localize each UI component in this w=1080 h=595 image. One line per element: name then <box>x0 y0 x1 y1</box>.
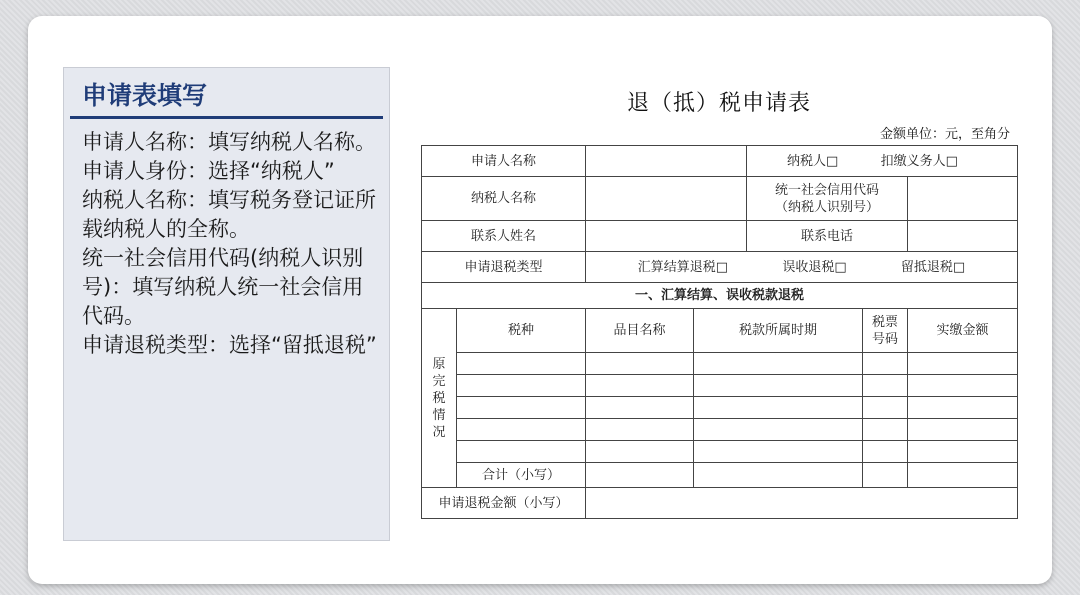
title-underline <box>70 116 383 119</box>
contact-name-field[interactable] <box>586 221 747 252</box>
instruction-text <box>82 128 382 360</box>
table-cell[interactable] <box>457 375 586 397</box>
table-cell[interactable] <box>586 375 694 397</box>
applicant-identity-options <box>747 146 1018 177</box>
amount-unit-note: 金额单位：元，至角分 <box>879 127 1010 142</box>
credit-code-label-line2: （纳税人识别号） <box>774 199 879 215</box>
credit-code-label <box>747 177 908 221</box>
instruction-line: 纳税人名称：填写税务登记证所载纳税人的全称。 <box>82 188 376 241</box>
refund-application-form <box>421 145 1018 519</box>
instruction-line: 申请人身份：选择“纳税人” <box>82 159 335 183</box>
instruction-line: 申请人名称：填写纳税人名称。 <box>82 130 376 154</box>
credit-code-field[interactable] <box>908 177 1018 221</box>
table-cell[interactable] <box>863 441 908 463</box>
panel-title: 申请表填写 <box>82 81 208 110</box>
refund-type-label: 申请退税类型 <box>422 252 586 283</box>
table-cell[interactable] <box>586 353 694 375</box>
refund-type-options <box>586 252 1018 283</box>
taxpayer-name-label: 纳税人名称 <box>422 177 586 221</box>
table-cell[interactable] <box>908 441 1018 463</box>
credit-code-label-line1: 统一社会信用代码 <box>774 182 879 198</box>
col-tax-period: 税款所属时期 <box>694 309 863 353</box>
col-tax-type: 税种 <box>457 309 586 353</box>
table-row <box>422 353 1018 375</box>
table-cell[interactable] <box>908 419 1018 441</box>
table-row <box>422 375 1018 397</box>
table-row <box>422 419 1018 441</box>
mistaken-refund-checkbox[interactable]: 误收退税□ <box>782 259 847 275</box>
subtotal-label: 合计（小写） <box>457 463 586 488</box>
col-ticket-line2: 号码 <box>871 331 898 347</box>
table-row <box>422 441 1018 463</box>
table-cell[interactable] <box>457 397 586 419</box>
col-item-name: 品目名称 <box>586 309 694 353</box>
table-cell[interactable] <box>908 375 1018 397</box>
instruction-line: 申请退税类型：选择“留抵退税” <box>82 333 377 357</box>
col-paid-amount: 实缴金额 <box>908 309 1018 353</box>
refund-amount-field[interactable] <box>586 488 1018 519</box>
refund-amount-label: 申请退税金额（小写） <box>422 488 586 519</box>
instruction-line: 统一社会信用代码(纳税人识别号)：填写纳税人统一社会信用代码。 <box>82 246 364 328</box>
table-cell[interactable] <box>586 463 694 488</box>
applicant-name-label: 申请人名称 <box>422 146 586 177</box>
table-cell[interactable] <box>457 419 586 441</box>
table-cell[interactable] <box>694 375 863 397</box>
table-cell[interactable] <box>908 397 1018 419</box>
contact-phone-field[interactable] <box>908 221 1018 252</box>
table-cell[interactable] <box>586 397 694 419</box>
table-cell[interactable] <box>694 419 863 441</box>
table-cell[interactable] <box>863 397 908 419</box>
table-cell[interactable] <box>694 353 863 375</box>
table-cell[interactable] <box>863 463 908 488</box>
form-title: 退（抵）税申请表 <box>626 91 811 116</box>
table-cell[interactable] <box>586 419 694 441</box>
col-ticket-line1: 税票 <box>871 314 898 330</box>
col-ticket-number <box>863 309 908 353</box>
table-cell[interactable] <box>908 353 1018 375</box>
table-cell[interactable] <box>586 441 694 463</box>
taxpayer-checkbox[interactable]: 纳税人□ <box>787 153 839 169</box>
table-cell[interactable] <box>863 375 908 397</box>
subtotal-amount-field[interactable] <box>908 463 1018 488</box>
table-cell[interactable] <box>457 441 586 463</box>
table-row <box>422 397 1018 419</box>
withholder-checkbox[interactable]: 扣缴义务人□ <box>880 153 958 169</box>
table-cell[interactable] <box>863 419 908 441</box>
retained-credit-refund-checkbox[interactable]: 留抵退税□ <box>900 259 966 275</box>
section1-title: 一、汇算结算、误收税款退税 <box>422 283 1018 309</box>
table-cell[interactable] <box>694 397 863 419</box>
instruction-panel <box>63 67 390 541</box>
contact-name-label: 联系人姓名 <box>422 221 586 252</box>
table-cell[interactable] <box>694 441 863 463</box>
original-tax-label <box>422 309 457 488</box>
table-cell[interactable] <box>694 463 863 488</box>
original-tax-label-text: 原完税情况 <box>432 356 446 440</box>
contact-phone-label: 联系电话 <box>747 221 908 252</box>
table-cell[interactable] <box>863 353 908 375</box>
applicant-name-field[interactable] <box>586 146 747 177</box>
table-cell[interactable] <box>457 353 586 375</box>
taxpayer-name-field[interactable] <box>586 177 747 221</box>
settlement-refund-checkbox[interactable]: 汇算结算退税□ <box>637 259 729 275</box>
